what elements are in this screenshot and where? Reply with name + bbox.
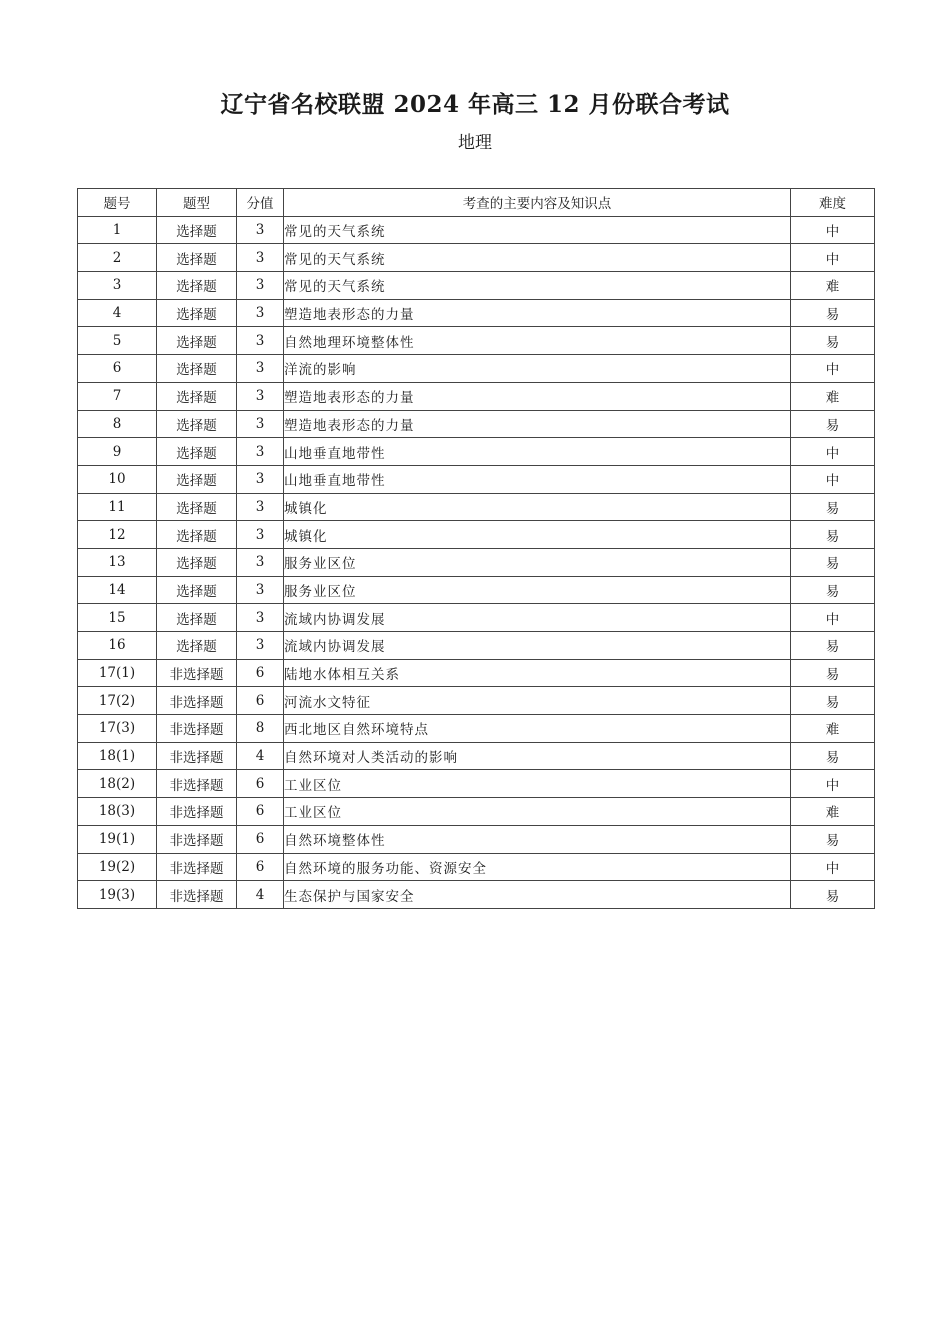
cell-question-type: 选择题 xyxy=(157,465,237,493)
table-row xyxy=(78,410,875,438)
cell-question-number: 19(2) xyxy=(78,853,157,881)
cell-content: 城镇化 xyxy=(284,493,791,521)
cell-question-type: 选择题 xyxy=(157,493,237,521)
cell-content: 流域内协调发展 xyxy=(284,604,791,632)
cell-difficulty: 难 xyxy=(791,798,875,826)
table-row xyxy=(78,355,875,383)
cell-content: 西北地区自然环境特点 xyxy=(284,715,791,743)
cell-question-type: 非选择题 xyxy=(157,687,237,715)
cell-difficulty: 中 xyxy=(791,244,875,272)
cell-content: 塑造地表形态的力量 xyxy=(284,299,791,327)
cell-question-type: 非选择题 xyxy=(157,798,237,826)
column-header-question-number: 题号 xyxy=(78,189,157,217)
cell-question-number: 16 xyxy=(78,632,157,660)
table-row xyxy=(78,493,875,521)
table-row xyxy=(78,521,875,549)
cell-score: 3 xyxy=(237,272,284,300)
cell-content: 洋流的影响 xyxy=(284,355,791,383)
table-row xyxy=(78,825,875,853)
cell-question-number: 12 xyxy=(78,521,157,549)
column-header-score: 分值 xyxy=(237,189,284,217)
cell-difficulty: 易 xyxy=(791,825,875,853)
cell-question-type: 选择题 xyxy=(157,410,237,438)
column-header-difficulty: 难度 xyxy=(791,189,875,217)
table-row xyxy=(78,299,875,327)
cell-question-number: 18(1) xyxy=(78,742,157,770)
table-row xyxy=(78,244,875,272)
cell-question-number: 6 xyxy=(78,355,157,383)
cell-difficulty: 易 xyxy=(791,299,875,327)
cell-question-number: 18(2) xyxy=(78,770,157,798)
cell-content: 自然环境对人类活动的影响 xyxy=(284,742,791,770)
cell-question-number: 3 xyxy=(78,272,157,300)
table-row xyxy=(78,548,875,576)
cell-question-number: 17(2) xyxy=(78,687,157,715)
cell-difficulty: 易 xyxy=(791,659,875,687)
column-header-content: 考查的主要内容及知识点 xyxy=(284,189,791,217)
cell-score: 6 xyxy=(237,659,284,687)
cell-score: 3 xyxy=(237,410,284,438)
cell-content: 服务业区位 xyxy=(284,576,791,604)
table-row xyxy=(78,798,875,826)
cell-question-type: 选择题 xyxy=(157,299,237,327)
cell-question-number: 15 xyxy=(78,604,157,632)
cell-difficulty: 易 xyxy=(791,327,875,355)
cell-content: 服务业区位 xyxy=(284,548,791,576)
cell-difficulty: 中 xyxy=(791,438,875,466)
cell-question-type: 非选择题 xyxy=(157,715,237,743)
cell-content: 河流水文特征 xyxy=(284,687,791,715)
cell-difficulty: 易 xyxy=(791,881,875,909)
cell-question-number: 19(3) xyxy=(78,881,157,909)
cell-score: 6 xyxy=(237,853,284,881)
cell-score: 6 xyxy=(237,825,284,853)
cell-difficulty: 难 xyxy=(791,715,875,743)
table-row xyxy=(78,853,875,881)
table-row xyxy=(78,465,875,493)
cell-question-type: 非选择题 xyxy=(157,770,237,798)
cell-question-number: 2 xyxy=(78,244,157,272)
cell-difficulty: 中 xyxy=(791,770,875,798)
cell-content: 自然环境整体性 xyxy=(284,825,791,853)
table-row xyxy=(78,327,875,355)
cell-difficulty: 易 xyxy=(791,632,875,660)
table-row xyxy=(78,272,875,300)
cell-score: 3 xyxy=(237,299,284,327)
cell-question-type: 选择题 xyxy=(157,382,237,410)
cell-question-number: 10 xyxy=(78,465,157,493)
cell-difficulty: 中 xyxy=(791,355,875,383)
table-header-row xyxy=(78,189,875,217)
cell-content: 常见的天气系统 xyxy=(284,272,791,300)
cell-content: 工业区位 xyxy=(284,798,791,826)
cell-content: 城镇化 xyxy=(284,521,791,549)
document-title: 辽宁省名校联盟 2024 年高三 12 月份联合考试 xyxy=(220,91,730,118)
cell-score: 8 xyxy=(237,715,284,743)
cell-score: 3 xyxy=(237,244,284,272)
table-body xyxy=(78,216,875,908)
table-row xyxy=(78,604,875,632)
cell-score: 3 xyxy=(237,521,284,549)
cell-content: 塑造地表形态的力量 xyxy=(284,410,791,438)
cell-difficulty: 中 xyxy=(791,465,875,493)
cell-question-type: 选择题 xyxy=(157,216,237,244)
cell-score: 3 xyxy=(237,355,284,383)
cell-question-number: 13 xyxy=(78,548,157,576)
table-row xyxy=(78,382,875,410)
cell-question-type: 非选择题 xyxy=(157,853,237,881)
cell-score: 3 xyxy=(237,382,284,410)
table-row xyxy=(78,438,875,466)
cell-question-type: 非选择题 xyxy=(157,825,237,853)
subject-title: 地理 xyxy=(458,133,492,153)
cell-content: 工业区位 xyxy=(284,770,791,798)
cell-difficulty: 难 xyxy=(791,272,875,300)
cell-question-type: 选择题 xyxy=(157,438,237,466)
exam-spec-table xyxy=(77,188,875,909)
cell-question-type: 选择题 xyxy=(157,548,237,576)
cell-difficulty: 中 xyxy=(791,853,875,881)
cell-difficulty: 中 xyxy=(791,604,875,632)
cell-score: 4 xyxy=(237,881,284,909)
cell-content: 山地垂直地带性 xyxy=(284,438,791,466)
cell-score: 6 xyxy=(237,798,284,826)
cell-difficulty: 易 xyxy=(791,521,875,549)
cell-question-type: 选择题 xyxy=(157,244,237,272)
cell-question-type: 非选择题 xyxy=(157,659,237,687)
cell-score: 4 xyxy=(237,742,284,770)
cell-question-number: 1 xyxy=(78,216,157,244)
table-row xyxy=(78,742,875,770)
table-row xyxy=(78,770,875,798)
table-row xyxy=(78,881,875,909)
cell-question-type: 选择题 xyxy=(157,521,237,549)
cell-question-type: 非选择题 xyxy=(157,742,237,770)
cell-question-number: 17(1) xyxy=(78,659,157,687)
cell-question-type: 选择题 xyxy=(157,632,237,660)
table-row xyxy=(78,687,875,715)
cell-difficulty: 中 xyxy=(791,216,875,244)
cell-difficulty: 易 xyxy=(791,548,875,576)
cell-question-number: 17(3) xyxy=(78,715,157,743)
cell-score: 3 xyxy=(237,465,284,493)
cell-question-type: 选择题 xyxy=(157,327,237,355)
cell-question-number: 9 xyxy=(78,438,157,466)
cell-difficulty: 易 xyxy=(791,742,875,770)
table-row xyxy=(78,632,875,660)
table-row xyxy=(78,576,875,604)
cell-question-number: 8 xyxy=(78,410,157,438)
table-row xyxy=(78,715,875,743)
cell-score: 3 xyxy=(237,604,284,632)
cell-score: 6 xyxy=(237,687,284,715)
cell-difficulty: 易 xyxy=(791,576,875,604)
cell-difficulty: 易 xyxy=(791,687,875,715)
cell-score: 3 xyxy=(237,576,284,604)
cell-question-type: 选择题 xyxy=(157,355,237,383)
cell-question-type: 选择题 xyxy=(157,604,237,632)
cell-content: 流域内协调发展 xyxy=(284,632,791,660)
cell-score: 6 xyxy=(237,770,284,798)
cell-question-number: 7 xyxy=(78,382,157,410)
cell-score: 3 xyxy=(237,438,284,466)
cell-question-number: 19(1) xyxy=(78,825,157,853)
cell-question-number: 14 xyxy=(78,576,157,604)
cell-question-number: 18(3) xyxy=(78,798,157,826)
cell-content: 生态保护与国家安全 xyxy=(284,881,791,909)
cell-score: 3 xyxy=(237,632,284,660)
cell-score: 3 xyxy=(237,216,284,244)
cell-score: 3 xyxy=(237,548,284,576)
cell-difficulty: 易 xyxy=(791,410,875,438)
cell-content: 常见的天气系统 xyxy=(284,244,791,272)
cell-question-number: 5 xyxy=(78,327,157,355)
cell-question-type: 选择题 xyxy=(157,272,237,300)
cell-content: 塑造地表形态的力量 xyxy=(284,382,791,410)
table-row xyxy=(78,216,875,244)
cell-question-number: 4 xyxy=(78,299,157,327)
column-header-question-type: 题型 xyxy=(157,189,237,217)
cell-score: 3 xyxy=(237,327,284,355)
cell-difficulty: 易 xyxy=(791,493,875,521)
cell-content: 自然地理环境整体性 xyxy=(284,327,791,355)
cell-content: 陆地水体相互关系 xyxy=(284,659,791,687)
cell-difficulty: 难 xyxy=(791,382,875,410)
cell-question-type: 选择题 xyxy=(157,576,237,604)
cell-question-type: 非选择题 xyxy=(157,881,237,909)
cell-score: 3 xyxy=(237,493,284,521)
cell-content: 常见的天气系统 xyxy=(284,216,791,244)
table-row xyxy=(78,659,875,687)
cell-content: 自然环境的服务功能、资源安全 xyxy=(284,853,791,881)
cell-question-number: 11 xyxy=(78,493,157,521)
cell-content: 山地垂直地带性 xyxy=(284,465,791,493)
